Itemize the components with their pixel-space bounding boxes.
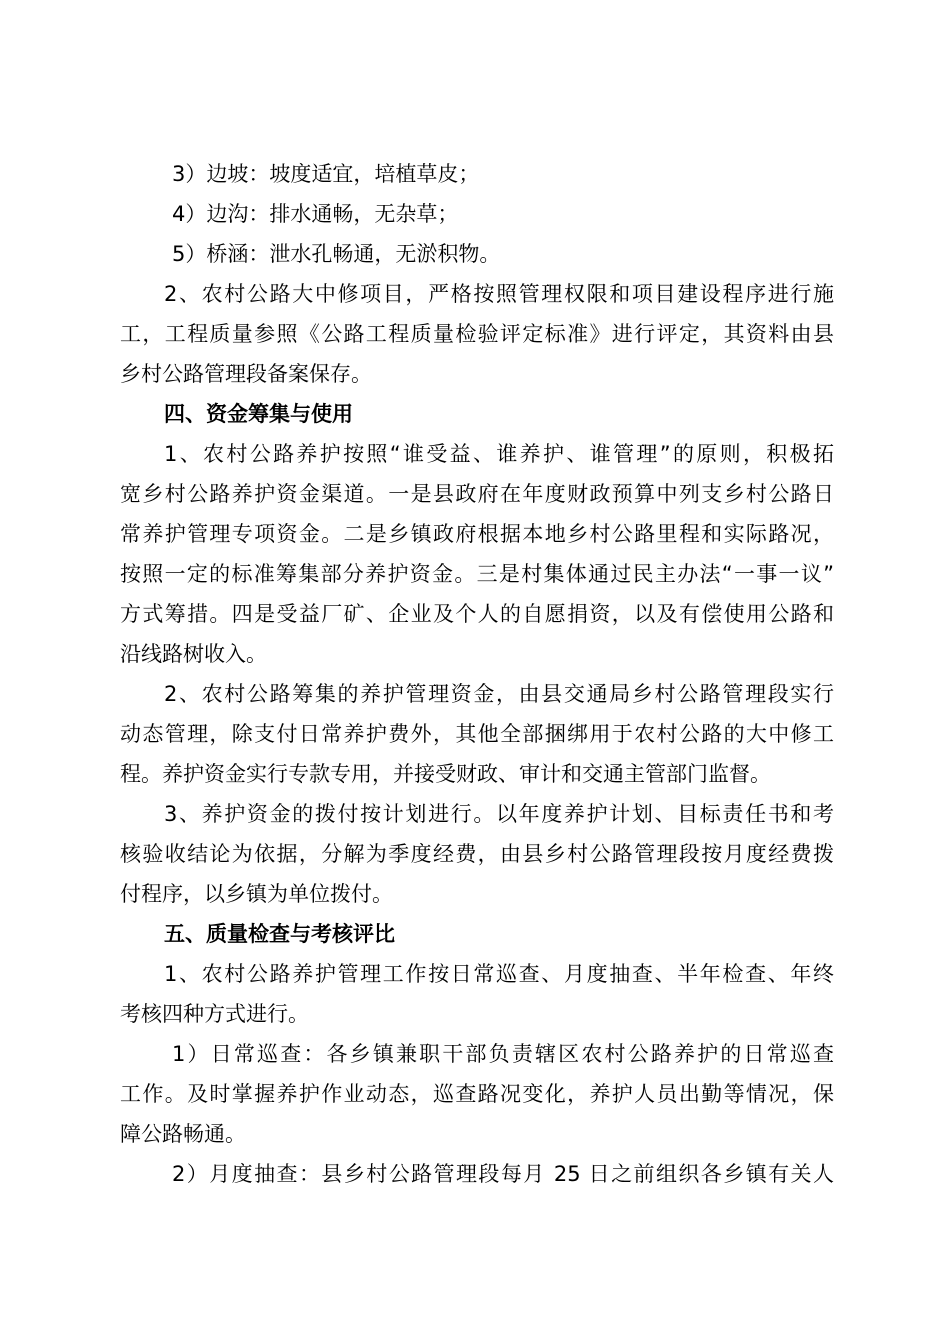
paragraph-line: 2、农村公路大中修项目，严格按照管理权限和项目建设程序进行施 — [164, 282, 834, 306]
paragraph-line: 乡村公路管理段备案保存。 — [120, 362, 372, 386]
paragraph-line: 1、农村公路养护管理工作按日常巡查、月度抽查、半年检查、年终 — [164, 962, 834, 986]
list-item: 3）边坡：坡度适宜，培植草皮； — [172, 162, 480, 186]
paragraph-line: 3、养护资金的拨付按计划进行。以年度养护计划、目标责任书和考 — [164, 802, 834, 826]
paragraph-line: 核验收结论为依据，分解为季度经费，由县乡村公路管理段按月度经费拨 — [120, 842, 834, 866]
paragraph-line: 工，工程质量参照《公路工程质量检验评定标准》进行评定，其资料由县 — [120, 322, 834, 346]
section-heading: 五、质量检查与考核评比 — [164, 922, 395, 946]
paragraph-line: 付程序，以乡镇为单位拨付。 — [120, 882, 393, 906]
paragraph-line: 障公路畅通。 — [120, 1122, 246, 1146]
paragraph-line: 2、农村公路筹集的养护管理资金，由县交通局乡村公路管理段实行 — [164, 682, 834, 706]
paragraph-line: 常养护管理专项资金。二是乡镇政府根据本地乡村公路里程和实际路况， — [120, 522, 834, 546]
section-heading: 四、资金筹集与使用 — [164, 402, 353, 426]
paragraph-line: 2）月度抽查：县乡村公路管理段每月 25 日之前组织各乡镇有关人 — [172, 1162, 834, 1186]
document-body — [120, 154, 834, 1194]
list-item: 4）边沟：排水通畅，无杂草； — [172, 202, 459, 226]
paragraph-line: 按照一定的标准筹集部分养护资金。三是村集体通过民主办法“一事一议” — [120, 562, 834, 586]
paragraph-line: 考核四种方式进行。 — [120, 1002, 309, 1026]
paragraph-line: 沿线路树收入。 — [120, 642, 267, 666]
paragraph-line: 动态管理，除支付日常养护费外，其他全部捆绑用于农村公路的大中修工 — [120, 722, 834, 746]
list-item: 5）桥涵：泄水孔畅通，无淤积物。 — [172, 242, 501, 266]
paragraph-line: 1）日常巡查：各乡镇兼职干部负责辖区农村公路养护的日常巡查 — [172, 1042, 834, 1066]
paragraph-line: 方式筹措。四是受益厂矿、企业及个人的自愿捐资，以及有偿使用公路和 — [120, 602, 834, 626]
paragraph-line: 1、农村公路养护按照“谁受益、谁养护、谁管理”的原则，积极拓 — [164, 442, 834, 466]
paragraph-line: 宽乡村公路养护资金渠道。一是县政府在年度财政预算中列支乡村公路日 — [120, 482, 834, 506]
paragraph-line: 工作。及时掌握养护作业动态，巡查路况变化，养护人员出勤等情况，保 — [120, 1082, 834, 1106]
paragraph-line: 程。养护资金实行专款专用，并接受财政、审计和交通主管部门监督。 — [120, 762, 771, 786]
